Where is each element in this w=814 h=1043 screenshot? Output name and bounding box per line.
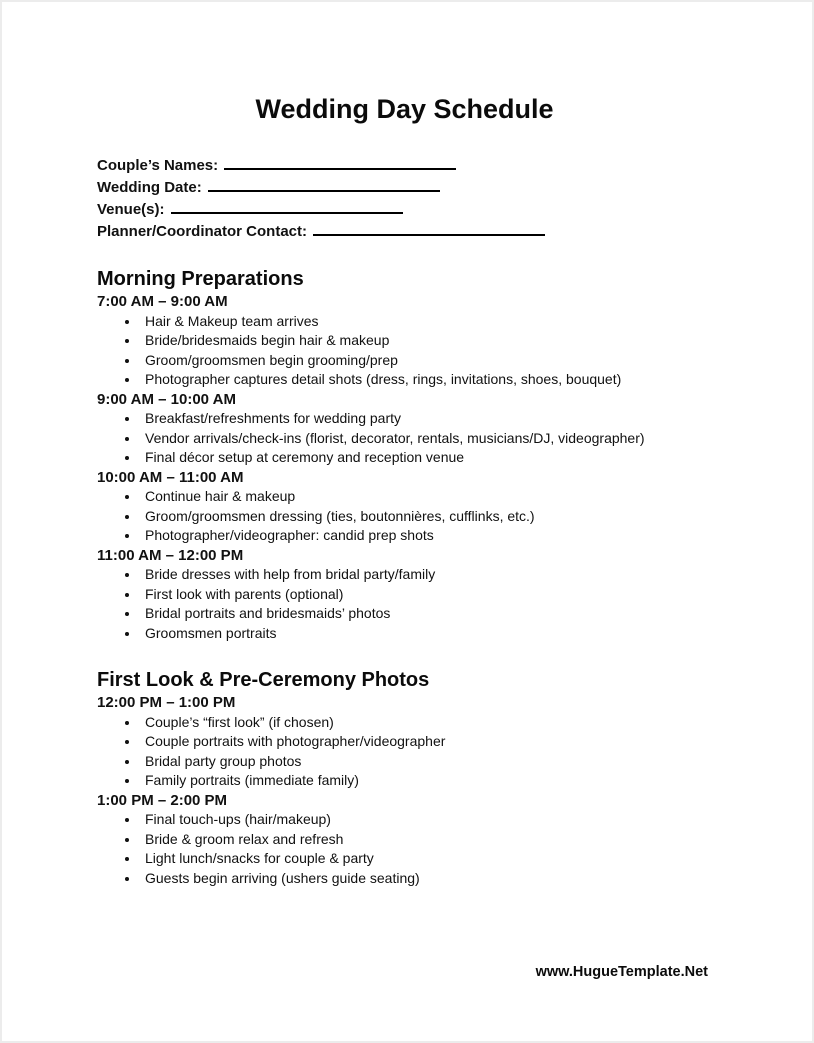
schedule-item (97, 409, 712, 429)
section-heading: Morning Preparations (97, 268, 304, 290)
schedule-item (97, 351, 712, 371)
field-venues (97, 199, 712, 221)
bullet-list (97, 487, 712, 546)
schedule-item (97, 331, 712, 351)
schedule-item-text: Couple portraits with photographer/videographer (145, 733, 446, 749)
fill-in-fields (97, 155, 712, 243)
schedule-item-text: Guests begin arriving (ushers guide seating) (145, 869, 420, 886)
time-range-heading: 11:00 AM – 12:00 PM (97, 546, 244, 564)
footer-url: www.HugueTemplate.Net (535, 964, 708, 980)
bullet-list (97, 409, 712, 468)
bullet-icon (125, 320, 129, 324)
schedule-item (97, 830, 712, 850)
bullet-icon (125, 779, 129, 783)
bullet-icon (125, 838, 129, 842)
field-label: Couple’s Names: (97, 157, 219, 174)
blank-line (171, 199, 403, 214)
schedule-item (97, 624, 712, 644)
blank-line (208, 177, 440, 192)
bullet-icon (125, 534, 129, 538)
field-planner-contact (97, 221, 712, 243)
time-range-heading: 7:00 AM – 9:00 AM (97, 293, 228, 310)
schedule-item-text: Couple’s “first look” (if chosen) (145, 713, 334, 730)
schedule-item-text: Breakfast/refreshments for wedding party (145, 410, 402, 426)
schedule-item (97, 810, 712, 830)
time-range-heading: 9:00 AM – 10:00 AM (97, 390, 236, 408)
schedule-item (97, 312, 712, 332)
bullet-icon (125, 456, 129, 460)
schedule-item-text: Photographer/videographer: candid prep shots (145, 527, 434, 543)
blank-line (224, 155, 456, 170)
schedule-item-text: Final décor setup at ceremony and reception venue (145, 449, 465, 465)
time-range-heading: 12:00 PM – 1:00 PM (97, 694, 236, 711)
schedule-item (97, 565, 712, 585)
bullet-icon (125, 632, 129, 636)
schedule-item (97, 370, 712, 390)
document-title: Wedding Day Schedule (255, 94, 554, 124)
schedule-item-text: Light lunch/snacks for couple & party (145, 850, 374, 866)
schedule-item-text: Bride & groom relax and refresh (145, 830, 344, 847)
field-label: Planner/Coordinator Contact: (97, 223, 308, 240)
bullet-icon (125, 495, 129, 499)
schedule-item-text: Hair & Makeup team arrives (145, 312, 319, 329)
bullet-icon (125, 857, 129, 861)
schedule-item (97, 869, 712, 889)
schedule-item-text: Bridal portraits and bridesmaids’ photos (145, 605, 391, 621)
schedule-item (97, 526, 712, 546)
schedule-sections (97, 266, 712, 888)
field-label: Venue(s): (97, 201, 165, 218)
bullet-icon (125, 760, 129, 764)
time-range-heading: 1:00 PM – 2:00 PM (97, 791, 228, 809)
bullet-icon (125, 593, 129, 597)
schedule-item (97, 448, 712, 468)
field-label: Wedding Date: (97, 179, 202, 196)
schedule-item (97, 732, 712, 752)
schedule-item-text: Bride/bridesmaids begin hair & makeup (145, 332, 390, 348)
bullet-icon (125, 740, 129, 744)
section-heading: First Look & Pre-Ceremony Photos (97, 669, 430, 691)
schedule-item (97, 487, 712, 507)
bullet-icon (125, 359, 129, 363)
bullet-icon (125, 437, 129, 441)
bullet-icon (125, 573, 129, 577)
schedule-item-text: Groom/groomsmen dressing (ties, boutonnières, cufflinks, etc.) (145, 507, 535, 524)
schedule-item-text: Groomsmen portraits (145, 624, 277, 641)
schedule-item (97, 713, 712, 733)
schedule-item-text: Final touch-ups (hair/makeup) (145, 811, 331, 827)
schedule-item-text: Photographer captures detail shots (dress, rings, invitations, shoes, bouquet) (145, 371, 622, 387)
schedule-item (97, 604, 712, 624)
field-wedding-date (97, 177, 712, 199)
bullet-icon (125, 515, 129, 519)
bullet-icon (125, 721, 129, 725)
bullet-list (97, 312, 712, 390)
schedule-item-text: Bride dresses with help from bridal party/family (145, 566, 436, 582)
document-content (2, 92, 812, 982)
bullet-list (97, 565, 712, 643)
bullet-icon (125, 612, 129, 616)
schedule-item-text: Family portraits (immediate family) (145, 772, 359, 788)
section-first-look-pre-ceremony-photos (97, 667, 712, 888)
field-couples-names (97, 155, 712, 177)
bullet-icon (125, 877, 129, 881)
bullet-list (97, 713, 712, 791)
schedule-item (97, 752, 712, 772)
schedule-item-text: Groom/groomsmen begin grooming/prep (145, 351, 398, 368)
time-range-heading: 10:00 AM – 11:00 AM (97, 468, 244, 486)
schedule-item (97, 585, 712, 605)
schedule-item (97, 429, 712, 449)
schedule-item (97, 771, 712, 791)
schedule-item-text: Bridal party group photos (145, 752, 302, 769)
schedule-item-text: Vendor arrivals/check-ins (florist, decorator, rentals, musicians/DJ, videographer) (145, 429, 645, 446)
schedule-item (97, 507, 712, 527)
schedule-item-text: Continue hair & makeup (145, 488, 296, 504)
bullet-icon (125, 417, 129, 421)
blank-line (313, 221, 545, 236)
bullet-icon (125, 818, 129, 822)
schedule-item-text: First look with parents (optional) (145, 585, 344, 602)
bullet-icon (125, 378, 129, 382)
bullet-list (97, 810, 712, 888)
schedule-item (97, 849, 712, 869)
bullet-icon (125, 339, 129, 343)
section-morning-preparations (97, 266, 712, 643)
